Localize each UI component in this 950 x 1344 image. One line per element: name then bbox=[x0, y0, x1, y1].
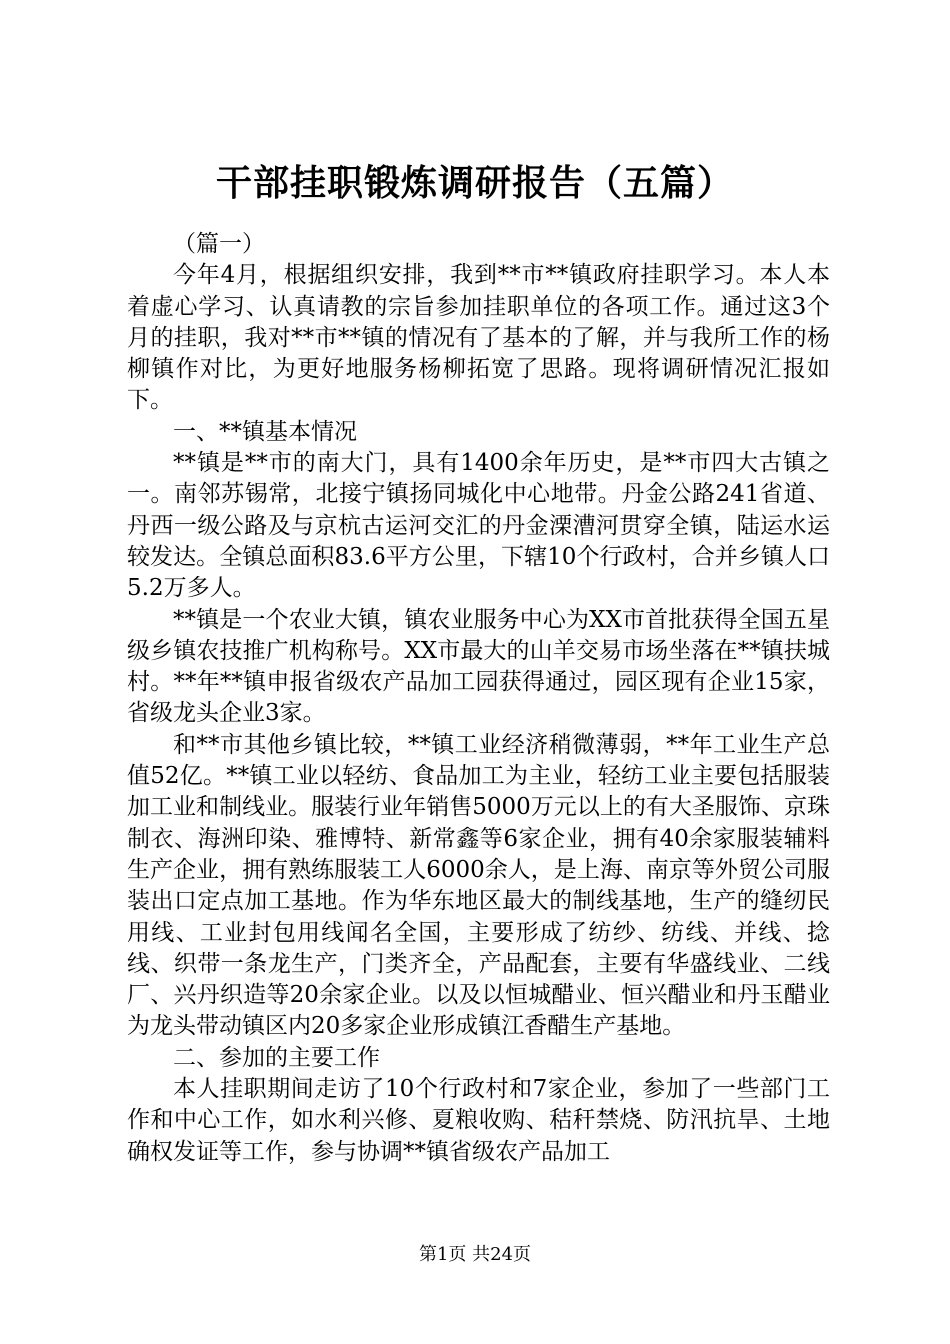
document-title: 干部挂职锻炼调研报告（五篇） bbox=[215, 162, 734, 204]
paragraph: **镇是**市的南大门，具有1400余年历史，是**市四大古镇之一。南邻苏锡常，北接宁镇扬同城化中心地带。丹金公路241省道、丹西一级公路及与京杭古运河交汇的丹金溧漕河贯穿全镇，陆运水运较发达。全镇总面积83.6平方公里，下辖10个行政村，合并乡镇人口5.2万多人。 bbox=[127, 450, 830, 602]
paragraph: **镇是一个农业大镇，镇农业服务中心为XX市首批获得全国五星级乡镇农技推广机构称号。XX市最大的山羊交易市场坐落在**镇扶城村。**年**镇申报省级农产品加工园获得通过，园区现有企业15家，省级龙头企业3家。 bbox=[127, 606, 830, 727]
document-body bbox=[127, 229, 830, 1168]
section-heading: 一、**镇基本情况 bbox=[173, 418, 357, 445]
page-number: 第1页 共24页 bbox=[418, 1244, 532, 1265]
section-heading: 二、参加的主要工作 bbox=[173, 1044, 380, 1071]
paragraph: 今年4月，根据组织安排，我到**市**镇政府挂职学习。本人本着虚心学习、认真请教的宗旨参加挂职单位的各项工作。通过这3个月的挂职，我对**市**镇的情况有了基本的了解，并与我所工作的杨柳镇作对比，为更好地服务杨柳拓宽了思路。现将调研情况汇报如下。 bbox=[127, 262, 830, 414]
section-label: （篇一） bbox=[173, 231, 265, 257]
paragraph: 本人挂职期间走访了10个行政村和7家企业，参加了一些部门工作和中心工作，如水利兴修、夏粮收购、秸秆禁烧、防汛抗旱、土地确权发证等工作，参与协调**镇省级农产品加工 bbox=[127, 1076, 830, 1165]
paragraph: 和**市其他乡镇比较，**镇工业经济稍微薄弱，**年工业生产总值52亿。**镇工业以轻纺、食品加工为主业，轻纺工业主要包括服装加工业和制线业。服装行业年销售5000万元以上的有大圣服饰、京珠制衣、海洲印染、雅博特、新常鑫等6家企业，拥有40余家服装辅料生产企业，拥有熟练服装工人6000余人，是上海、南京等外贸公司服装出口定点加工基地。作为华东地区最大的制线基地，生产的缝纫民用线、工业封包用线闻名全国，主要形成了纺纱、纺线、并线、捻线、织带一条龙生产，门类齐全，产品配套，主要有华盛线业、二线厂、兴丹织造等20余家企业。以及以恒城醋业、恒兴醋业和丹玉醋业为龙头带动镇区内20多家企业形成镇江香醋生产基地。 bbox=[127, 731, 830, 1040]
